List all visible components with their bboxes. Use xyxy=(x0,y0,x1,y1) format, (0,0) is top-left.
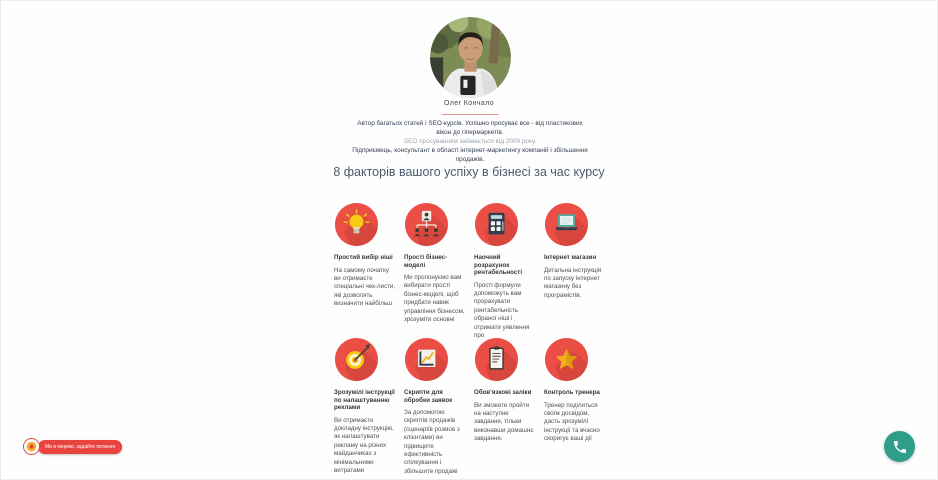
feature-title: Простий вибір ніші xyxy=(334,254,393,261)
bio-line-3: Підприємець, консультант в області інтернет-маркетингу компаній і збільшення продажів. xyxy=(352,146,588,163)
feature-text: На самому початку ви отримаєте спеціальні чек-листи, які дозволять визначити найбільш xyxy=(334,266,396,308)
chat-widget-logo-icon[interactable] xyxy=(23,438,40,455)
feature-title: Зрозумілі інструкції по налаштуванню реклами xyxy=(334,389,395,411)
clipboard-icon xyxy=(474,337,519,382)
feature-text: Ви зможете пройти на наступне завдання, тільки виконавши домашнє завдання. xyxy=(474,401,534,443)
bio-line-2: SEO просуванням займається від 2009 року. xyxy=(403,137,537,145)
feature-text: Прості формули допоможуть вам прорахувати рентабельність обраної ніші і отримати уявлення про xyxy=(474,281,530,339)
lightbulb-icon xyxy=(334,202,379,247)
feature-card xyxy=(544,202,606,337)
feature-text: Ми пропонуємо вам вибирати прості бізнес-моделі, щоб придбати навик управління бізнесом, зрозуміти основні xyxy=(404,274,465,324)
feature-text: Ви отримаєте докладну інструкцію, як налаштувати рекламу на різних майданчиках з мінімальними витратами xyxy=(334,416,394,474)
line-chart-icon xyxy=(404,337,449,382)
features-grid xyxy=(334,202,606,475)
bio-line-1: Автор багатьох статей і SEO-курсів. Успішно просуває все - від пластикових вікон до гіпермаркетів. xyxy=(357,120,583,136)
org-chart-icon xyxy=(404,202,449,247)
callback-phone-button[interactable] xyxy=(884,431,915,462)
feature-text: Тренер поділиться своїм досвідом, дасть зрозумілі інструкції та вчасно скоригує ваші дії xyxy=(544,401,600,443)
feature-title: Наочний розрахунок рентабельності xyxy=(474,254,523,276)
feature-text: Детальна інструкція по запуску інтернет магазину без програмістів. xyxy=(544,266,602,299)
feature-title: Прості бізнес-моделі xyxy=(404,254,448,269)
author-bio xyxy=(350,120,590,165)
star-icon xyxy=(544,337,589,382)
phone-icon xyxy=(892,439,908,455)
feature-card xyxy=(334,202,396,337)
feature-card xyxy=(404,337,466,475)
chat-widget xyxy=(23,438,122,455)
calculator-icon xyxy=(474,202,519,247)
author-photo xyxy=(430,17,511,98)
author-name: Олег Кончало xyxy=(443,100,495,107)
feature-card xyxy=(474,337,536,472)
chat-message-bubble[interactable]: Ми в мережі, задайте питання xyxy=(38,440,122,454)
section-heading: 8 факторів вашого успіху в бізнесі за час курсу xyxy=(333,165,605,179)
feature-title: Скрипти для обробки заявок xyxy=(404,389,453,404)
feature-card xyxy=(404,202,466,337)
feature-title: Контроль тренера xyxy=(544,389,600,396)
feature-title: Обов'язкові заліки xyxy=(474,389,532,396)
name-divider xyxy=(442,114,499,115)
feature-card xyxy=(334,337,396,472)
target-icon xyxy=(334,337,379,382)
feature-title: Інтернет магазин xyxy=(544,254,597,261)
feature-card xyxy=(474,202,536,337)
feature-card xyxy=(544,337,606,472)
feature-text: За допомогою скриптів продажів (сценаріїв розмов з клієнтами) ви підвищите ефективність спілкування і збільшите продажі xyxy=(404,409,460,475)
author-photo-image xyxy=(430,17,511,98)
laptop-icon xyxy=(544,202,589,247)
